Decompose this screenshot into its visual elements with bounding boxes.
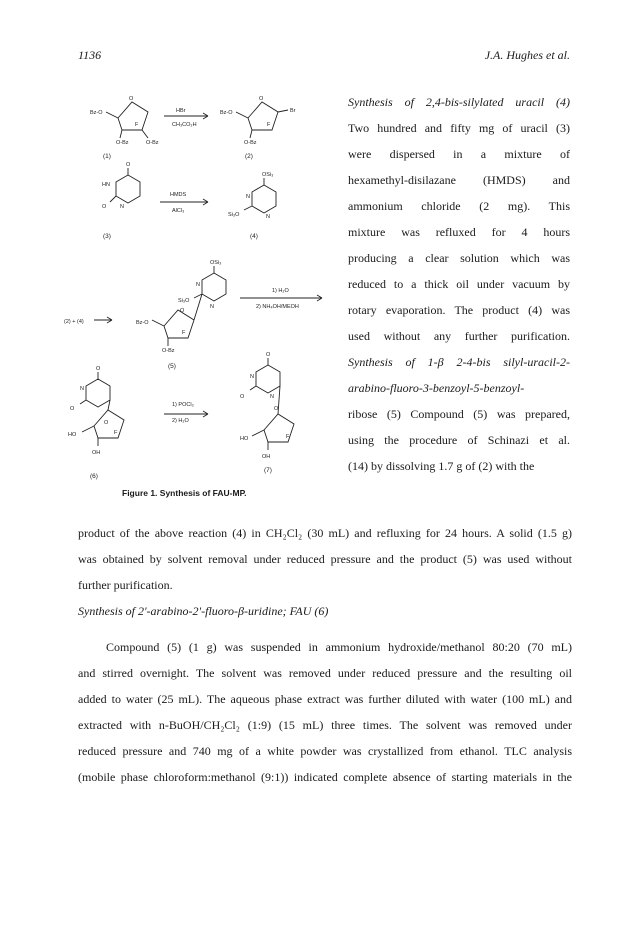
text-line: (mobile phase chloroform:methanol (9:1)) indicated complete absence of starting materials in the xyxy=(78,770,572,784)
label-f-1: F xyxy=(135,122,139,128)
page-number: 1136 xyxy=(78,48,102,62)
text-line: Compound (5) (1 g) was suspended in ammonium hydroxide/methanol 80:20 (70 mL) xyxy=(106,640,572,654)
body-paragraph-2 xyxy=(78,634,572,790)
heading-bis-silylated-uracil: Synthesis of 2,4-bis-silylated uracil (4) xyxy=(348,95,570,109)
label-o-3b: O xyxy=(102,204,107,210)
label-o-1: O xyxy=(129,96,134,102)
label-bzo-1: Bz-O xyxy=(90,110,103,116)
label-o-2: O xyxy=(259,96,264,102)
label-pocl3: 1) POCl₃ xyxy=(172,402,194,408)
body-paragraph-1 xyxy=(78,520,572,598)
label-o-6b: O xyxy=(70,406,75,412)
label-oh-6: OH xyxy=(92,450,101,456)
heading-bis-silyl-uracil-ribose: Synthesis of 1-β 2-4-bis silyl-uracil-2- xyxy=(348,355,570,369)
text-line: used without any further purification. xyxy=(348,329,570,343)
text-line: (14) by dissolving 1.7 g of (2) with the xyxy=(348,459,535,473)
figure-caption: Figure 1. Synthesis of FAU-MP. xyxy=(122,488,247,498)
label-ho-6: HO xyxy=(68,432,77,438)
label-2plus4: (2) + (4) xyxy=(64,319,84,325)
text-line: added to water (25 mL). The aqueous phase extract was further diluted with water (100 mL) and xyxy=(78,692,572,706)
text-line: further purification. xyxy=(78,578,173,592)
label-o-7b: O xyxy=(240,394,245,400)
label-n-6: N xyxy=(80,386,84,392)
label-f-7: F xyxy=(286,434,290,440)
label-f-2: F xyxy=(267,122,271,128)
running-title: J.A. Hughes et al. xyxy=(484,48,570,62)
label-hbr: HBr xyxy=(176,108,186,114)
text-line: ammonium chloride (2 mg). This xyxy=(348,199,570,213)
label-bzo-2: Bz-O xyxy=(220,110,233,116)
label-obz-2: O-Bz xyxy=(244,140,257,146)
section-heading-fau xyxy=(78,598,572,624)
label-n-7b: N xyxy=(270,394,274,400)
text-line: reduced to a thick oil under vacuum by xyxy=(348,277,570,291)
label-hmds: HMDS xyxy=(170,192,187,198)
label-n-3: N xyxy=(120,204,124,210)
label-o-6: O xyxy=(96,366,101,372)
label-h2o-1: 1) H₂O xyxy=(272,288,289,294)
label-bzo-5: Bz-O xyxy=(136,320,149,326)
label-sio-4: Si₃O xyxy=(228,212,240,218)
text-line: Two hundred and fifty mg of uracil (3) xyxy=(348,121,570,135)
label-osi-5: OSi₃ xyxy=(210,260,222,266)
heading-fau: Synthesis of 2'-arabino-2'-fluoro-β-uridine; FAU (6) xyxy=(78,604,329,618)
label-n-5a: N xyxy=(196,282,200,288)
label-obz-1: O-Bz xyxy=(116,140,129,146)
compound-label-3: (3) xyxy=(103,233,111,240)
right-column xyxy=(348,89,570,479)
label-o-5: O xyxy=(180,308,185,314)
label-n-7a: N xyxy=(250,374,254,380)
text-line: mixture was refluxed for 4 hours xyxy=(348,225,570,239)
label-osi-4: OSi₃ xyxy=(262,172,274,178)
label-o-7: O xyxy=(266,352,271,358)
label-n-4b: N xyxy=(266,214,270,220)
compound-label-5: (5) xyxy=(168,363,176,370)
label-obz-1b: O-Bz xyxy=(146,140,159,146)
label-hn: HN xyxy=(102,182,110,188)
text-line: rotary evaporation. The product (4) was xyxy=(348,303,570,317)
label-f-6: F xyxy=(114,430,118,436)
label-br: Br xyxy=(290,108,296,114)
compound-label-1: (1) xyxy=(103,153,111,160)
text-line: and stirred overnight. The solvent was removed under reduced pressure and the resulting oil xyxy=(78,666,572,680)
label-f-5: F xyxy=(182,330,186,336)
label-oh-7: OH xyxy=(262,454,271,460)
heading-bis-silyl-uracil-ribose-cont: arabino-fluoro-3-benzoyl-5-benzoyl- xyxy=(348,381,525,395)
text-line: ribose (5) Compound (5) was prepared, xyxy=(348,407,570,421)
synthesis-scheme xyxy=(60,88,345,500)
text-line: reduced pressure and 740 mg of a white powder was crystallized from ethanol. TLC analysis xyxy=(78,744,572,758)
compound-label-7: (7) xyxy=(264,467,272,474)
text-line: were dispersed in a mixture of xyxy=(348,147,570,161)
label-n-5b: N xyxy=(210,304,214,310)
label-ho-7: HO xyxy=(240,436,249,442)
label-nh4oh: 2) NH₄OH/MEOH xyxy=(256,304,299,310)
label-ch3co2h: CH₃CO₂H xyxy=(172,122,197,128)
label-o-6c: O xyxy=(104,420,109,426)
text-line: extracted with n-BuOH/CH₂Cl₂ (1:9) (15 mL) three times. The solvent was removed under xyxy=(78,718,572,732)
compound-label-2: (2) xyxy=(245,153,253,160)
label-o-3: O xyxy=(126,162,131,168)
label-n-4a: N xyxy=(246,194,250,200)
compound-label-6: (6) xyxy=(90,473,98,480)
text-line: product of the above reaction (4) in CH₂Cl₂ (30 mL) and refluxing for 24 hours. A solid (1.5 g) xyxy=(78,526,572,540)
label-h2o-2: 2) H₂O xyxy=(172,418,189,424)
label-obz-5: O-Bz xyxy=(162,348,175,354)
label-sio-5: Si₃O xyxy=(178,298,190,304)
label-o-7c: O xyxy=(274,406,279,412)
text-line: using the procedure of Schinazi et al. xyxy=(348,433,570,447)
label-alcl3: AlCl₃ xyxy=(172,208,185,214)
text-line: hexamethyl-disilazane (HMDS) and xyxy=(348,173,570,187)
compound-label-4: (4) xyxy=(250,233,258,240)
text-line: was obtained by solvent removal under reduced pressure and the product (5) was used without xyxy=(78,552,572,566)
text-line: producing a clear solution which was xyxy=(348,251,570,265)
